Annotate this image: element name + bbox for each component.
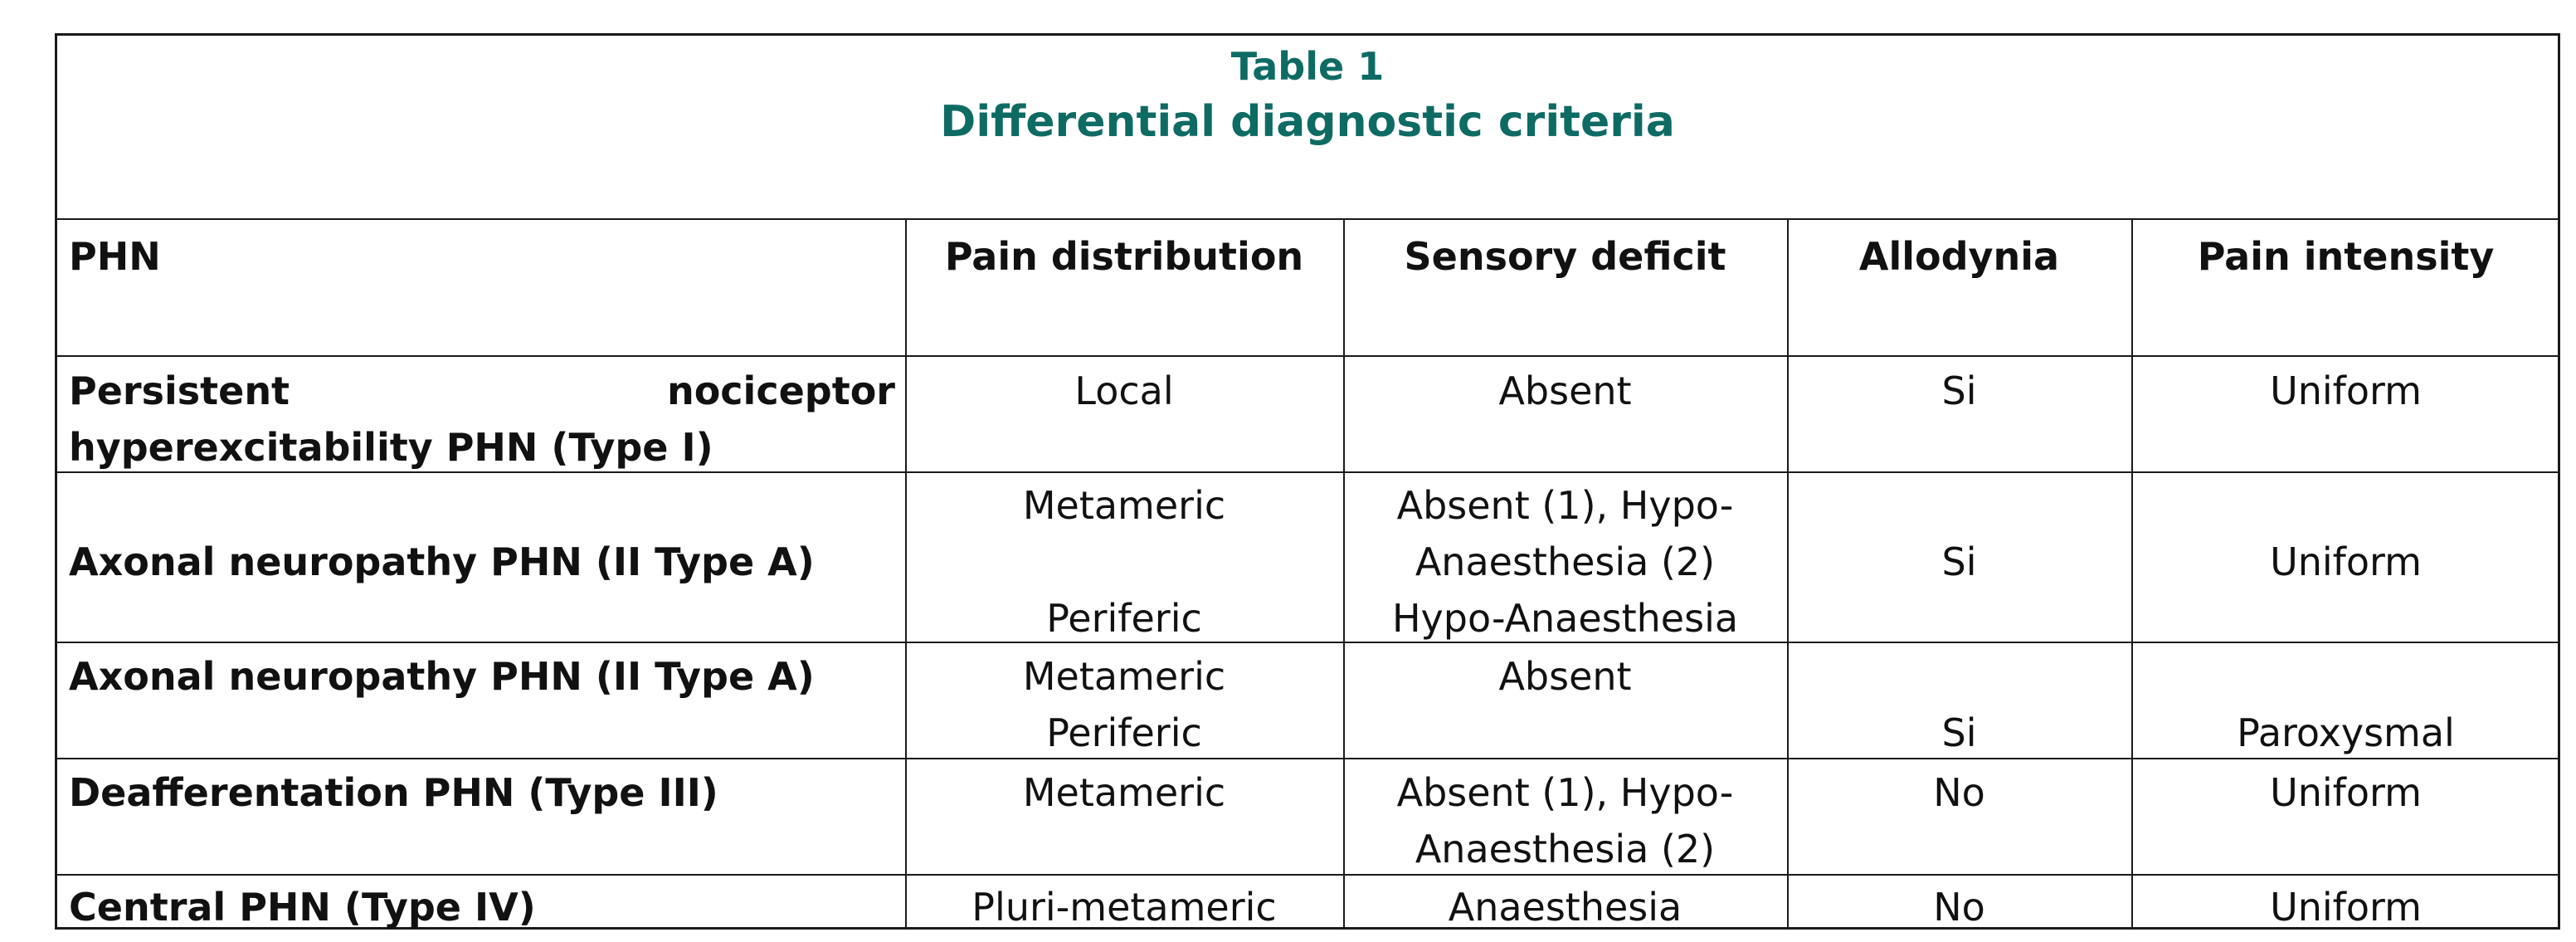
row-1-sensory-deficit: Absent [1498, 369, 1632, 413]
header-phn: PHN [69, 234, 161, 279]
row-1-pain-intensity: Uniform [2270, 369, 2422, 413]
row-1-pain-distribution: Local [1074, 369, 1174, 413]
sensory-deficit-line: Absent (1), Hypo- [1396, 483, 1734, 528]
table-title-block [57, 36, 2558, 218]
row-5-phn: Central PHN (Type IV) [69, 885, 536, 930]
row-5-sensory-deficit: Anaesthesia [1448, 885, 1682, 930]
row-4-pain-intensity: Uniform [2270, 770, 2422, 815]
row-3-allodynia: Si [1941, 710, 1977, 755]
row-2-sensory-deficit [1343, 474, 1787, 647]
table-number: Table 1 [1230, 44, 1385, 89]
header-divider [57, 355, 2558, 357]
row-3-phn: Axonal neuropathy PHN (II Type A) [69, 654, 815, 699]
row-3-pain-intensity: Paroxysmal [2237, 710, 2455, 755]
row-1-phn: Persistent nociceptor hyperexcitability PHN (Type I) [69, 369, 895, 470]
row-4-pain-distribution: Metameric [1022, 770, 1226, 815]
pain-distribution-line: Metameric [1022, 483, 1226, 528]
row-2-allodynia: Si [1941, 539, 1977, 584]
pain-distribution-line: Periferic [1046, 710, 1202, 755]
row-2-pain-intensity: Uniform [2270, 539, 2422, 584]
header-pain-distribution: Pain distribution [944, 234, 1304, 279]
sensory-deficit-line: Absent (1), Hypo- [1396, 770, 1734, 815]
header-allodynia: Allodynia [1858, 234, 2060, 279]
row-1-allodynia: Si [1941, 369, 1977, 413]
sensory-deficit-line: Anaesthesia (2) [1415, 827, 1716, 871]
sensory-deficit-line: Hypo-Anaesthesia [1391, 596, 1739, 641]
row-3-sensory-deficit: Absent [1498, 654, 1632, 699]
header-pain-intensity: Pain intensity [2197, 234, 2495, 279]
pain-distribution-line: Metameric [1022, 654, 1226, 699]
title-divider [57, 218, 2558, 220]
row-5-allodynia: No [1933, 885, 1985, 930]
diagnostic-criteria-table [55, 33, 2560, 930]
row-5-pain-intensity: Uniform [2270, 885, 2422, 930]
row-5-pain-distribution: Pluri-metameric [971, 885, 1277, 930]
table-caption: Differential diagnostic criteria [940, 97, 1675, 147]
row-4-allodynia: No [1933, 770, 1985, 815]
row-2-pain-distribution [905, 474, 1343, 647]
sensory-deficit-line: Anaesthesia (2) [1415, 539, 1716, 584]
row-3-pain-distribution [905, 645, 1343, 761]
row-2-phn: Axonal neuropathy PHN (II Type A) [69, 539, 815, 584]
pain-distribution-line: Periferic [1046, 596, 1202, 641]
header-sensory-deficit: Sensory deficit [1404, 234, 1726, 279]
row-4-phn: Deafferentation PHN (Type III) [69, 770, 718, 815]
row-4-sensory-deficit [1343, 761, 1787, 877]
